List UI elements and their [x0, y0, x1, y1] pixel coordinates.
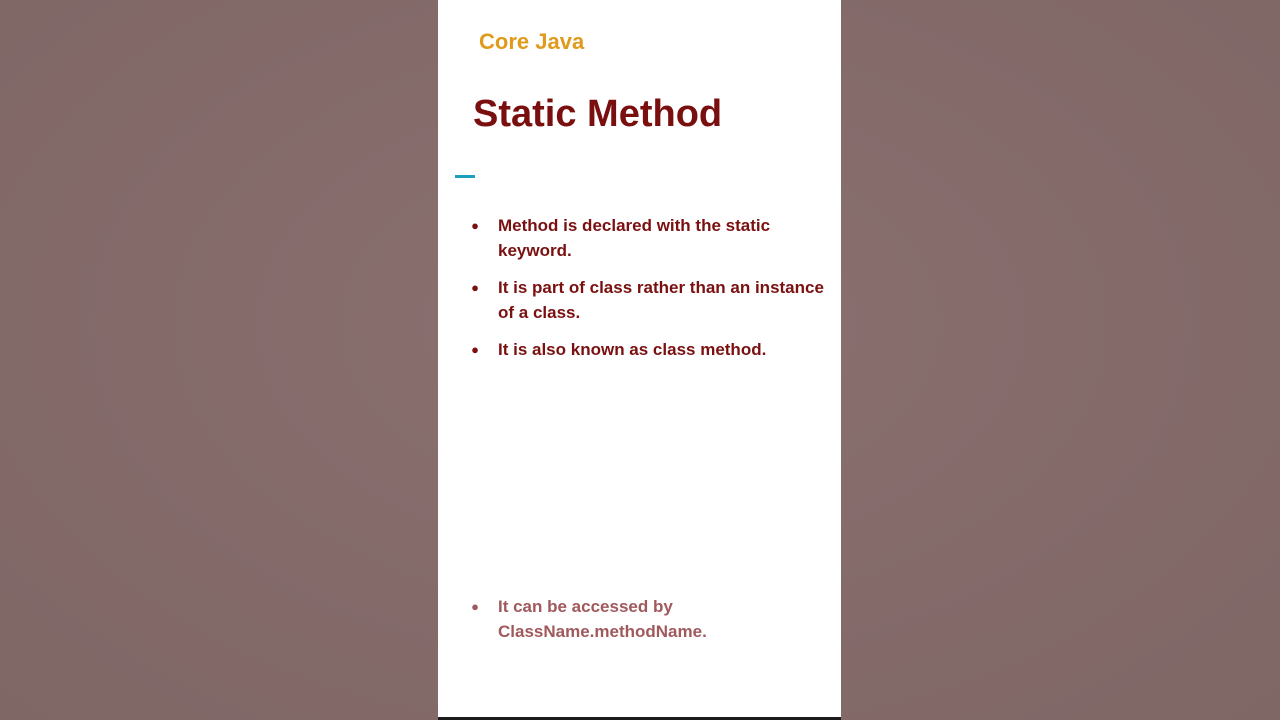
bullet-item [468, 213, 828, 263]
bullet-item [468, 275, 828, 325]
bullet-text-line: It is part of class rather than an instance [498, 278, 824, 297]
course-subtitle: Core Java [479, 29, 585, 54]
bullet-text-line: of a class. [498, 303, 581, 322]
bullet-text-line: It is also known as class method. [498, 340, 767, 359]
bullet-dot-icon: ● [471, 280, 479, 295]
accent-line [455, 175, 475, 178]
bullet-text-line: ClassName.methodName. [498, 622, 707, 641]
bullet-dot-icon: ● [471, 599, 479, 614]
slide-panel [438, 0, 841, 720]
bullet-dot-icon: ● [471, 342, 479, 357]
faded-bullet-list [468, 594, 828, 656]
bullet-dot-icon: ● [471, 218, 479, 233]
faded-bullet-item [468, 594, 828, 644]
bullet-text-line: keyword. [498, 241, 572, 260]
bullet-text-line: Method is declared with the static [498, 216, 771, 235]
slide-title: Static Method [473, 93, 723, 135]
bullet-list [468, 213, 828, 374]
bullet-item [468, 337, 828, 362]
bullet-text-line: It can be accessed by [498, 597, 673, 616]
